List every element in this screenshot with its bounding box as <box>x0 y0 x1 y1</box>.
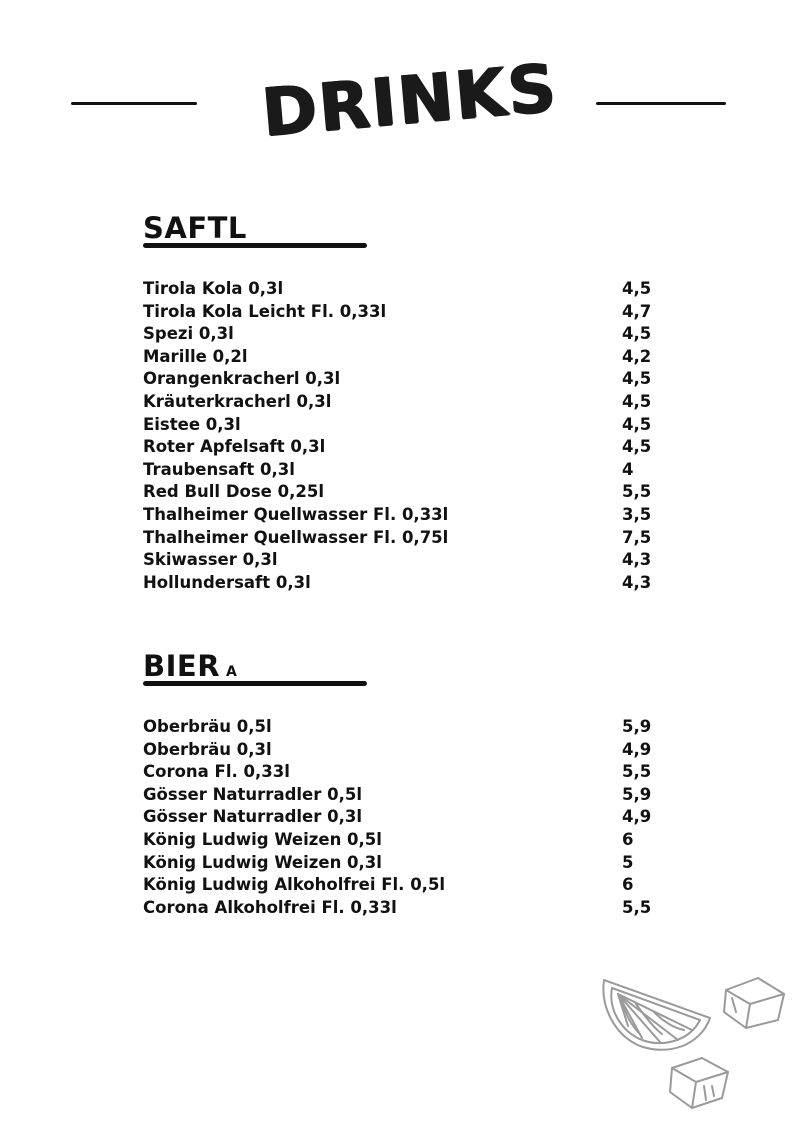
item-price: 4,5 <box>622 391 652 411</box>
item-name: Hollundersaft 0,3l <box>143 572 311 592</box>
item-name: Kräuterkracherl 0,3l <box>143 391 332 411</box>
item-price: 4,3 <box>622 572 652 592</box>
item-name: Eistee 0,3l <box>143 414 241 434</box>
item-price: 3,5 <box>622 504 652 524</box>
list-item <box>143 368 663 391</box>
section-title-text: BIER <box>143 649 221 683</box>
item-name: König Ludwig Weizen 0,3l <box>143 852 382 872</box>
item-price: 4,5 <box>622 279 652 298</box>
item-name: Skiwasser 0,3l <box>143 550 278 570</box>
section-allergen-code: A <box>226 664 237 680</box>
item-name: Spezi 0,3l <box>143 324 234 344</box>
item-name: Marille 0,2l <box>143 346 248 366</box>
item-price: 4,9 <box>622 807 652 827</box>
item-price: 4,5 <box>622 369 652 389</box>
item-name: Thalheimer Quellwasser Fl. 0,75l <box>143 527 449 547</box>
item-price: 5 <box>622 852 634 872</box>
list-item <box>143 301 663 324</box>
item-name: Gösser Naturradler 0,5l <box>143 784 363 804</box>
item-price: 5,9 <box>622 784 652 804</box>
item-name: Orangenkracherl 0,3l <box>143 369 341 389</box>
list-item <box>143 549 663 572</box>
item-price: 4,5 <box>622 324 652 344</box>
decoration <box>596 968 792 1114</box>
ice-cube-icon <box>724 978 784 1028</box>
item-price: 4,2 <box>622 346 652 366</box>
list-item <box>143 784 663 807</box>
section-title-text: SAFTL <box>143 211 247 245</box>
list-item <box>143 527 663 550</box>
item-name: Roter Apfelsaft 0,3l <box>143 437 326 457</box>
item-name: Tirola Kola Leicht Fl. 0,33l <box>143 301 387 321</box>
section-bier <box>143 648 663 919</box>
item-price: 4,3 <box>622 550 652 570</box>
list-item <box>143 852 663 875</box>
header <box>0 50 793 150</box>
list-item <box>143 414 663 437</box>
section-title <box>143 210 663 246</box>
list-item <box>143 459 663 482</box>
item-name: König Ludwig Weizen 0,5l <box>143 829 382 849</box>
item-name: Oberbräu 0,5l <box>143 717 272 736</box>
list-item <box>143 716 663 739</box>
item-price: 5,5 <box>622 897 652 917</box>
page-title: DRINKS <box>259 49 561 152</box>
item-price: 5,9 <box>622 717 652 736</box>
item-price: 6 <box>622 829 634 849</box>
item-price: 4 <box>622 459 634 479</box>
item-name: Thalheimer Quellwasser Fl. 0,33l <box>143 504 449 524</box>
item-price: 4,9 <box>622 739 652 759</box>
item-price: 5,5 <box>622 762 652 782</box>
list-item <box>143 346 663 369</box>
list-item <box>143 572 663 595</box>
lemon-slice-icon <box>603 980 710 1050</box>
item-price: 4,7 <box>622 301 652 321</box>
ice-cube-icon <box>670 1058 728 1108</box>
list-item <box>143 829 663 852</box>
list-item <box>143 391 663 414</box>
item-price: 5,5 <box>622 482 652 502</box>
item-price: 6 <box>622 875 634 895</box>
section-title <box>143 648 663 684</box>
section-saftl <box>143 210 663 594</box>
item-name: Oberbräu 0,3l <box>143 739 272 759</box>
item-name: Traubensaft 0,3l <box>143 459 295 479</box>
header-line-left <box>71 102 197 105</box>
item-name: Corona Alkoholfrei Fl. 0,33l <box>143 897 397 917</box>
item-name: Gösser Naturradler 0,3l <box>143 807 363 827</box>
list-item <box>143 761 663 784</box>
item-list <box>143 716 663 919</box>
list-item <box>143 481 663 504</box>
item-price: 4,5 <box>622 437 652 457</box>
list-item <box>143 739 663 762</box>
item-name: Corona Fl. 0,33l <box>143 762 290 782</box>
item-price: 7,5 <box>622 527 652 547</box>
list-item <box>143 436 663 459</box>
item-price: 4,5 <box>622 414 652 434</box>
list-item <box>143 806 663 829</box>
item-name: König Ludwig Alkoholfrei Fl. 0,5l <box>143 875 446 895</box>
list-item <box>143 874 663 897</box>
list-item <box>143 323 663 346</box>
item-list <box>143 278 663 594</box>
item-name: Red Bull Dose 0,25l <box>143 482 324 502</box>
header-line-right <box>596 102 726 105</box>
list-item <box>143 278 663 301</box>
list-item <box>143 504 663 527</box>
list-item <box>143 897 663 920</box>
item-name: Tirola Kola 0,3l <box>143 279 284 298</box>
